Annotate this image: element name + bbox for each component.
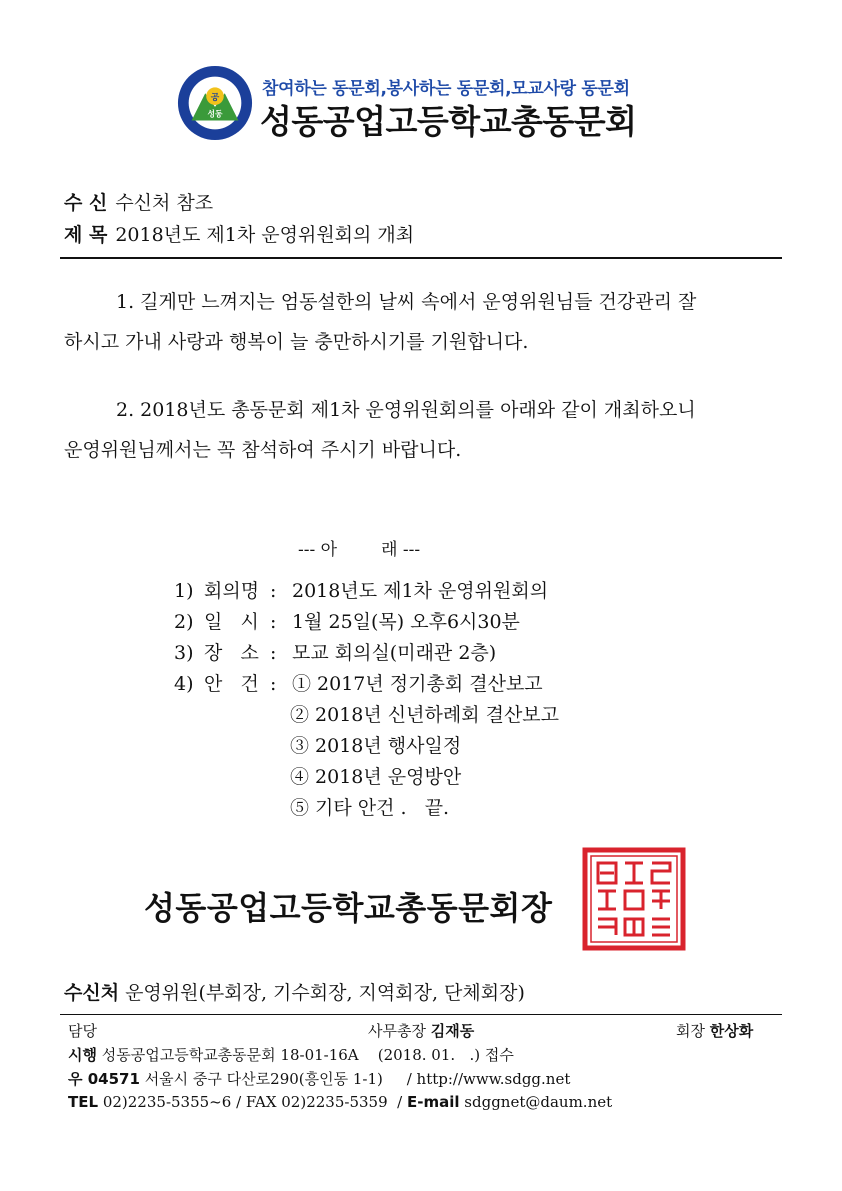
doc-value: 성동공업고등학교총동문회 18-01-16A (2018. 01. .) 접수 — [101, 1046, 514, 1064]
signature-title: 성동공업고등학교총동문회장 — [144, 889, 553, 927]
tel-label: TEL — [68, 1093, 99, 1111]
notice-item: 3) 장 소 : 모교 회의실(미래관 2층) — [174, 638, 559, 669]
president-name: 한상화 — [709, 1022, 754, 1040]
distribution-value: 운영위원(부회장, 기수회장, 지역회장, 단체회장) — [125, 982, 525, 1004]
item-value: 모교 회의실(미래관 2층) — [292, 642, 497, 664]
item-number: 4) — [174, 673, 194, 695]
item-key: 회의명 — [204, 580, 260, 602]
notice-item: 1) 회의명 : 2018년도 제1차 운영위원회의 — [174, 576, 559, 607]
secretary-label: 사무총장 — [368, 1022, 426, 1040]
distribution-label: 수신처 — [64, 982, 120, 1004]
subject-line — [64, 220, 414, 247]
svg-text:성동: 성동 — [207, 109, 223, 119]
president-line — [676, 1020, 753, 1041]
notice-item: 2) 일 시 : 1월 25일(목) 오후6시30분 — [174, 607, 559, 638]
item-key: 일 시 — [204, 611, 259, 633]
association-logo — [176, 64, 254, 142]
address-line — [68, 1068, 570, 1089]
president-label: 회장 — [676, 1022, 705, 1040]
paragraph-2 — [64, 390, 786, 470]
notice-heading-right: 래 --- — [381, 540, 421, 560]
receiver-label: 수 신 — [64, 192, 108, 214]
agenda-item: ⑤ 기타 안건 . 끝. — [290, 797, 450, 819]
paragraph-2-line-2: 운영위원님께서는 꼭 참석하여 주시기 바랍니다. — [64, 439, 462, 461]
item-number: 3) — [174, 642, 194, 664]
email-label: E-mail — [407, 1093, 460, 1111]
item-key: 장 소 — [204, 642, 259, 664]
official-seal — [582, 847, 686, 951]
notice-items — [174, 576, 559, 824]
agenda-item: ② 2018년 신년하례회 결산보고 — [290, 704, 560, 726]
document-number-line — [68, 1044, 514, 1065]
item-value: ① 2017년 정기총회 결산보고 — [292, 673, 543, 695]
footer-divider — [60, 1014, 782, 1015]
paragraph-1-line-2: 하시고 가내 사랑과 행복이 늘 충만하시기를 기원합니다. — [64, 331, 529, 353]
email-value[interactable]: sdggnet@daum.net — [464, 1093, 613, 1111]
secretary-line — [368, 1020, 474, 1041]
tel-value: 02)2235-5355~6 / FAX 02)2235-5359 / — [102, 1093, 403, 1111]
staff-label: 담당 — [68, 1022, 97, 1040]
paragraph-1-line-1: 1. 길게만 느껴지는 엄동설한의 날씨 속에서 운영위원님들 건강관리 잘 — [116, 291, 697, 313]
svg-text:공: 공 — [210, 93, 220, 104]
doc-label: 시행 — [68, 1046, 97, 1064]
subject-value: 2018년도 제1차 운영위원회의 개최 — [115, 224, 415, 246]
item-number: 2) — [174, 611, 194, 633]
notice-heading-left: --- 아 — [298, 540, 338, 560]
item-value: 1월 25일(목) 오후6시30분 — [292, 611, 520, 633]
slogan: 참여하는 동문회,봉사하는 동문회,모교사랑 동문회 — [262, 79, 630, 99]
contact-line — [68, 1093, 612, 1111]
receiver-value: 수신처 참조 — [115, 192, 214, 214]
secretary-name: 김재동 — [430, 1022, 475, 1040]
notice-item: 4) 안 건 : ① 2017년 정기총회 결산보고 — [174, 669, 559, 700]
address-value: 서울시 중구 다산로290(흥인동 1-1) / http://www.sdgg.net — [144, 1070, 571, 1088]
distribution-line — [64, 978, 525, 1005]
subject-label: 제 목 — [64, 224, 108, 246]
paragraph-2-line-1: 2. 2018년도 총동문회 제1차 운영위원회의를 아래와 같이 개최하오니 — [116, 399, 696, 421]
notice-heading — [298, 535, 420, 560]
receiver-line — [64, 188, 213, 215]
item-key: 안 건 — [204, 673, 259, 695]
agenda-item: ④ 2018년 운영방안 — [290, 766, 462, 788]
organization-title: 성동공업고등학교총동문회 — [260, 102, 637, 141]
item-value: 2018년도 제1차 운영위원회의 — [292, 580, 549, 602]
item-number: 1) — [174, 580, 194, 602]
paragraph-1 — [64, 282, 786, 362]
agenda-item: ③ 2018년 행사일정 — [290, 735, 462, 757]
postal-label: 우 04571 — [68, 1070, 140, 1088]
header-divider — [60, 257, 782, 259]
